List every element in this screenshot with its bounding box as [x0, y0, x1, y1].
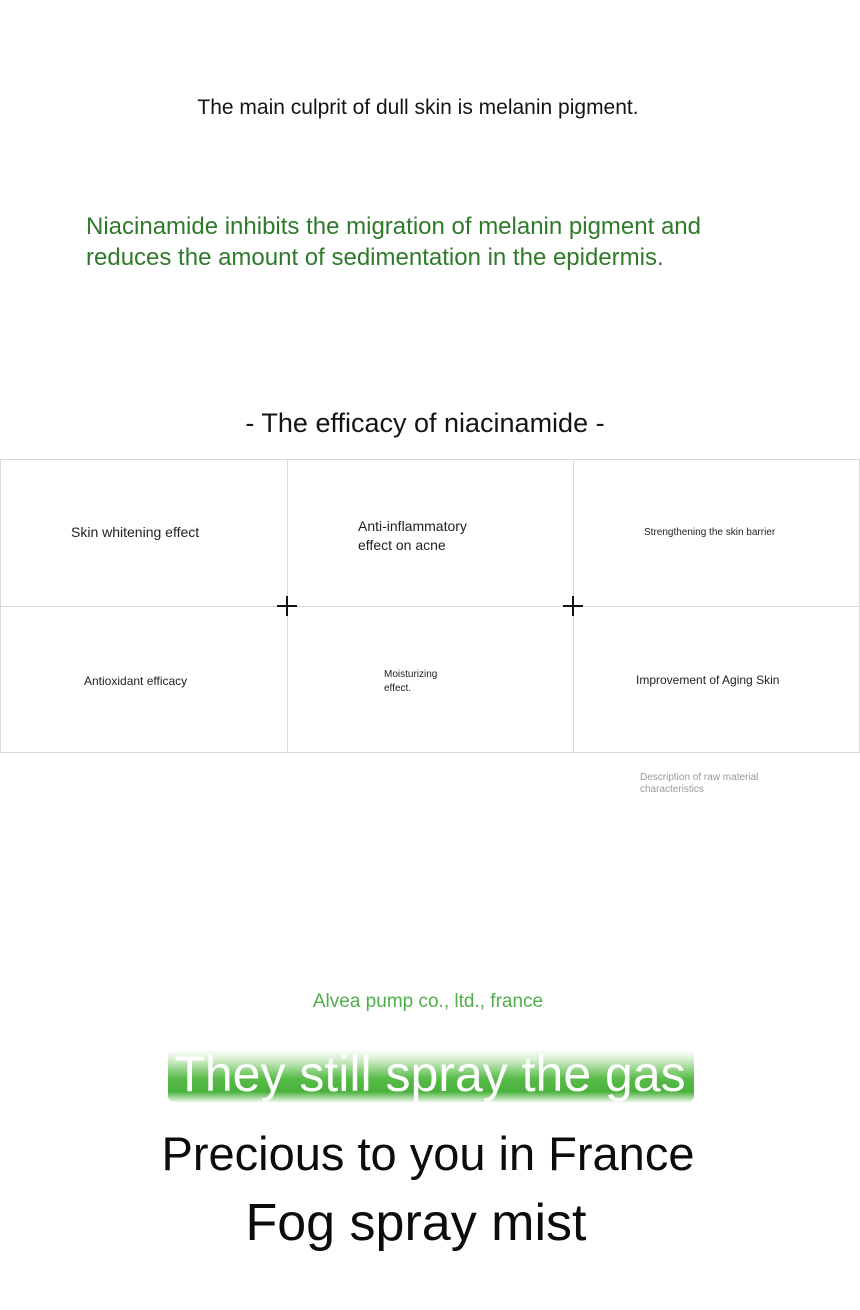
efficacy-cell-aging — [573, 606, 860, 753]
efficacy-label-line: effect on acne — [358, 537, 446, 553]
spray-banner-text: They still spray the gas — [174, 1046, 686, 1102]
efficacy-cell-moisturizing — [287, 606, 574, 753]
plus-icon — [277, 596, 297, 616]
plus-icon — [563, 596, 583, 616]
efficacy-label: Antioxidant efficacy — [84, 674, 188, 688]
efficacy-cell-acne — [287, 459, 574, 607]
efficacy-label: Skin whitening effect — [71, 524, 200, 540]
description-line-1: Niacinamide inhibits the migration of melanin pigment and — [86, 213, 701, 240]
efficacy-label-line: Moisturizing — [384, 669, 438, 680]
culprit-text: The main culprit of dull skin is melanin pigment. — [197, 96, 639, 119]
headline-fog-spray: Fog spray mist — [245, 1194, 587, 1252]
efficacy-label-line: Anti-inflammatory — [358, 518, 467, 534]
note-line-1: Description of raw material — [640, 772, 759, 783]
niacinamide-description — [86, 211, 786, 273]
efficacy-cell-whitening — [0, 459, 288, 607]
efficacy-title: - The efficacy of niacinamide - — [245, 408, 605, 438]
efficacy-label: Improvement of Aging Skin — [636, 673, 780, 687]
headline-precious: Precious to you in France — [161, 1127, 695, 1180]
raw-material-note — [640, 772, 790, 796]
efficacy-label — [384, 668, 437, 696]
efficacy-grid — [0, 459, 860, 753]
efficacy-label: Strengthening the skin barrier — [644, 527, 776, 538]
efficacy-label — [358, 517, 467, 555]
efficacy-cell-barrier — [573, 459, 860, 607]
description-line-2: reduces the amount of sedimentation in the epidermis. — [86, 244, 664, 271]
note-line-2: characteristics — [640, 784, 704, 795]
efficacy-cell-antioxidant — [0, 606, 288, 753]
company-name: Alvea pump co., ltd., france — [312, 991, 544, 1012]
efficacy-label-line: effect. — [384, 683, 412, 694]
